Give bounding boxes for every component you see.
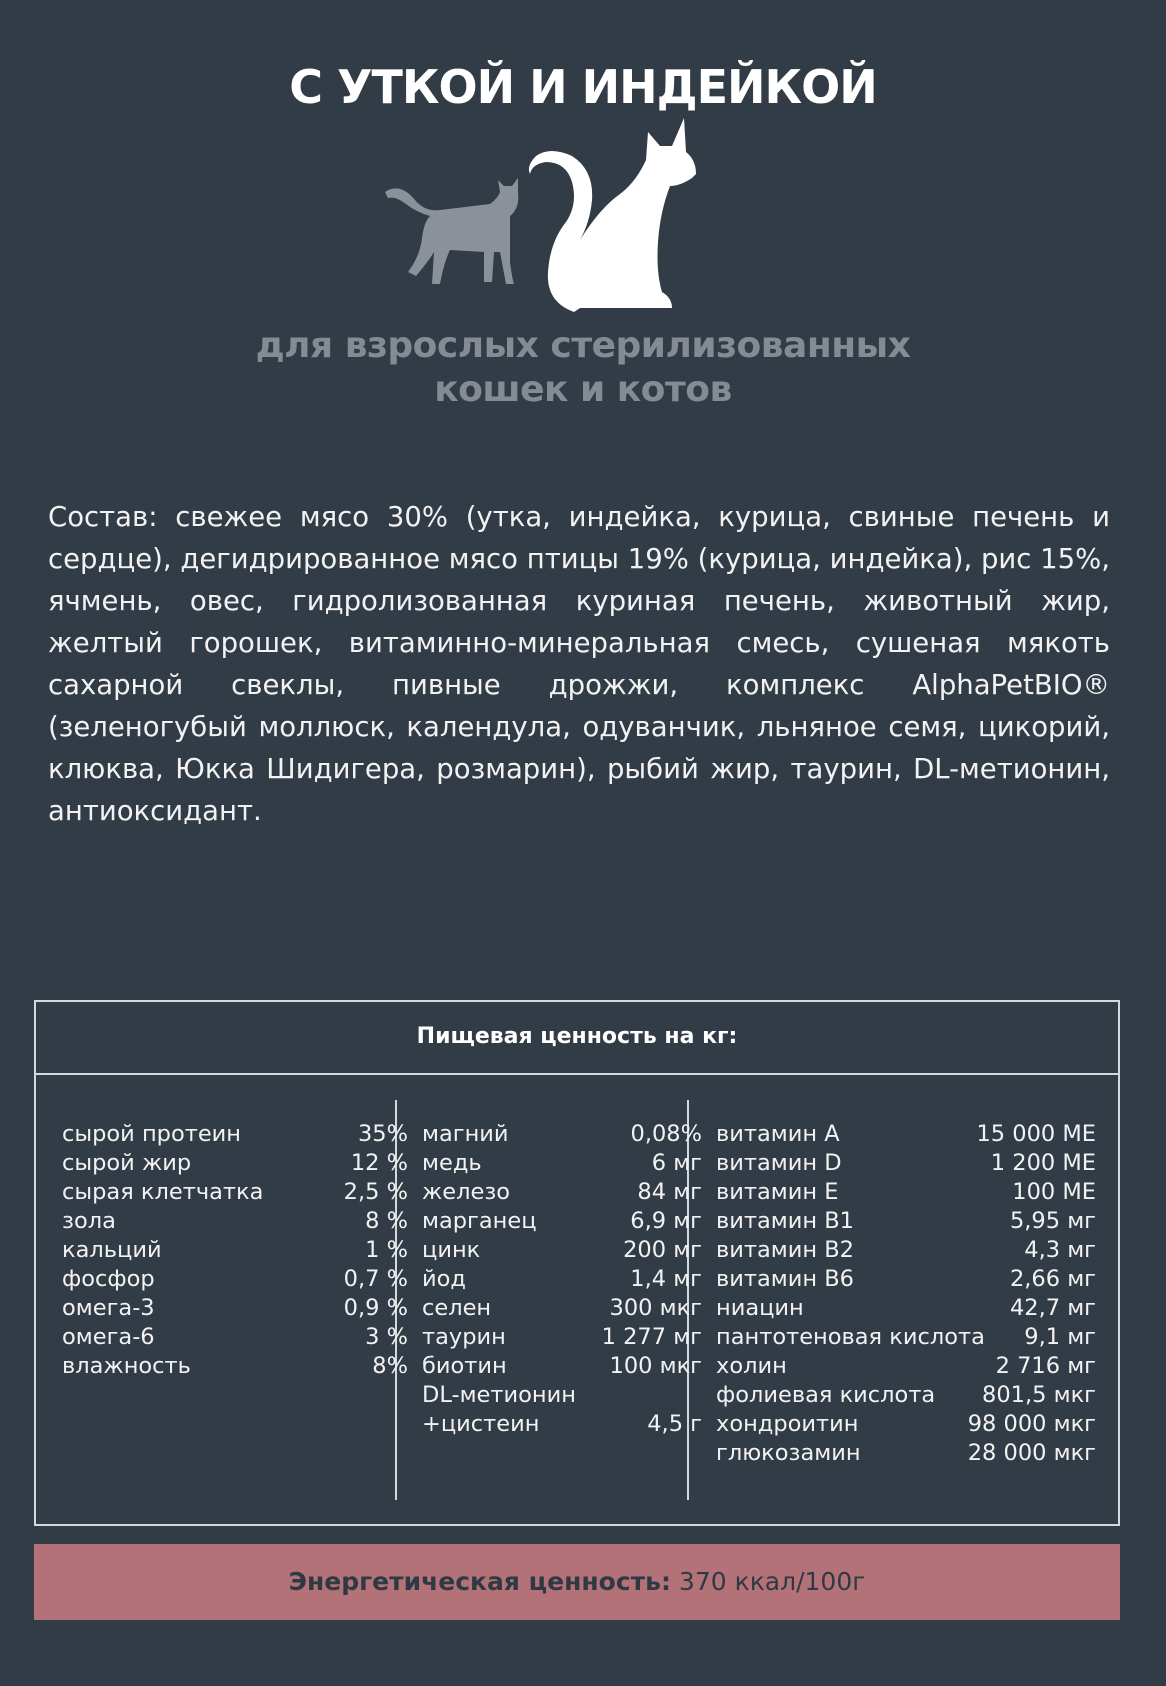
nutrient-row: [62, 1323, 408, 1352]
nutrient-value: 801,5 мкг: [982, 1382, 1096, 1408]
nutrient-value: 100 мкг: [609, 1353, 702, 1379]
nutrient-name: селен: [422, 1295, 492, 1321]
nutrient-row: [62, 1352, 408, 1381]
nutrient-name: магний: [422, 1121, 509, 1147]
composition-text: Состав: свежее мясо 30% (утка, индейка, курица, свиные печень и сердце), дегидрированное мясо птицы 19% (курица, индейка), рис 15%, ячмень, овес, гидролизованная куриная печень, животный жир, желтый горошек, витаминно-минеральная смесь, сушеная мякоть сахарной свеклы, пивные дрожжи, комплекс AlphaPetBIO® (зеленогубый моллюск, календула, одуванчик, льняное семя, цикорий, клюква, Юкка Шидигера, розмарин), рыбий жир, таурин, DL-метионин, антиоксидант.: [48, 501, 1110, 827]
nutrient-name: витамин Е: [716, 1179, 839, 1205]
nutrition-column-3: [716, 1120, 1096, 1468]
nutrient-value: 8%: [372, 1353, 408, 1379]
target-audience: [0, 324, 1166, 412]
nutrient-name: DL-метионин: [422, 1382, 576, 1408]
nutrient-name: медь: [422, 1150, 482, 1176]
nutrient-name: витамин В2: [716, 1237, 854, 1263]
nutrient-row: [716, 1207, 1096, 1236]
nutrient-row: [422, 1352, 702, 1381]
nutrient-value: 12 %: [350, 1150, 408, 1176]
nutrient-row: [716, 1265, 1096, 1294]
nutrient-name: йод: [422, 1266, 466, 1292]
nutrient-value: 1 %: [365, 1237, 408, 1263]
nutrient-value: 200 мг: [623, 1237, 702, 1263]
nutrient-name: глюкозамин: [716, 1440, 861, 1466]
nutrient-row: [716, 1323, 1096, 1352]
nutrient-name: витамин В6: [716, 1266, 854, 1292]
nutrient-row: [422, 1381, 702, 1410]
nutrition-column-1: [62, 1120, 408, 1381]
nutrient-name: пантотеновая кислота: [716, 1324, 985, 1350]
nutrient-name: железо: [422, 1179, 511, 1205]
nutrient-name: влажность: [62, 1353, 191, 1379]
nutrient-name: цинк: [422, 1237, 481, 1263]
nutrient-name: марганец: [422, 1208, 537, 1234]
nutrient-name: ниацин: [716, 1295, 804, 1321]
energy-value-bar: [34, 1544, 1120, 1620]
page-title: С УТКОЙ И ИНДЕЙКОЙ: [289, 60, 877, 114]
nutrient-value: 15 000 МЕ: [976, 1121, 1096, 1147]
nutrient-row: [716, 1381, 1096, 1410]
nutrient-value: 28 000 мкг: [967, 1440, 1096, 1466]
nutrient-row: [62, 1120, 408, 1149]
nutrient-row: [422, 1120, 702, 1149]
nutrient-row: [62, 1294, 408, 1323]
nutrient-name: фосфор: [62, 1266, 155, 1292]
nutrient-row: [62, 1178, 408, 1207]
nutrient-row: [422, 1207, 702, 1236]
cat-silhouette-icon: [529, 118, 696, 312]
nutrient-value: 84 мг: [637, 1179, 702, 1205]
nutrient-name: сырой протеин: [62, 1121, 242, 1147]
subtitle-line-2: кошек и котов: [434, 369, 732, 410]
energy-label: Энергетическая ценность:: [288, 1567, 671, 1596]
nutrient-row: [716, 1294, 1096, 1323]
nutrient-name: омега-3: [62, 1295, 155, 1321]
nutrient-row: [62, 1207, 408, 1236]
nutrient-name: витамин D: [716, 1150, 842, 1176]
nutrient-value: 4,5 г: [647, 1411, 702, 1437]
nutrient-row: [422, 1178, 702, 1207]
nutrient-value: 1 200 МЕ: [990, 1150, 1096, 1176]
nutrient-value: 0,9 %: [343, 1295, 408, 1321]
nutrient-row: [716, 1236, 1096, 1265]
nutrient-value: 2,5 %: [343, 1179, 408, 1205]
nutrient-name: сырой жир: [62, 1150, 192, 1176]
nutrient-value: 98 000 мкг: [967, 1411, 1096, 1437]
nutrient-row: [716, 1439, 1096, 1468]
nutrition-column-2: [422, 1120, 702, 1439]
nutrient-row: [716, 1120, 1096, 1149]
nutrient-name: сырая клетчатка: [62, 1179, 264, 1205]
nutrient-row: [422, 1236, 702, 1265]
nutrient-value: 1 277 мг: [601, 1324, 702, 1350]
nutrient-name: хондроитин: [716, 1411, 859, 1437]
nutrient-row: [716, 1410, 1096, 1439]
nutrient-value: 6 мг: [651, 1150, 702, 1176]
nutrition-title: Пищевая ценность на кг:: [36, 1002, 1118, 1075]
nutrient-row: [716, 1178, 1096, 1207]
nutrient-name: холин: [716, 1353, 787, 1379]
nutrient-name: кальций: [62, 1237, 162, 1263]
nutrient-row: [422, 1265, 702, 1294]
nutrient-value: 0,7 %: [343, 1266, 408, 1292]
nutrient-name: витамин А: [716, 1121, 840, 1147]
nutrient-name: зола: [62, 1208, 116, 1234]
cat-illustration: [380, 112, 760, 312]
nutrient-value: 8 %: [365, 1208, 408, 1234]
nutrient-value: 1,4 мг: [630, 1266, 702, 1292]
nutrient-name: биотин: [422, 1353, 507, 1379]
nutrient-name: фолиевая кислота: [716, 1382, 936, 1408]
nutrient-value: 6,9 мг: [630, 1208, 702, 1234]
nutrient-value: 42,7 мг: [1009, 1295, 1096, 1321]
nutrient-value: 9,1 мг: [1024, 1324, 1096, 1350]
nutrient-value: 100 МЕ: [1012, 1179, 1096, 1205]
nutrient-value: 2,66 мг: [1009, 1266, 1096, 1292]
nutrient-name: таурин: [422, 1324, 506, 1350]
subtitle-line-1: для взрослых стерилизованных: [255, 325, 911, 366]
nutrient-value: 2 716 мг: [995, 1353, 1096, 1379]
nutrient-row: [422, 1410, 702, 1439]
nutrient-name: омега-6: [62, 1324, 155, 1350]
nutrient-row: [62, 1265, 408, 1294]
nutrient-value: 35%: [357, 1121, 408, 1147]
nutrient-value: 4,3 мг: [1024, 1237, 1096, 1263]
nutrient-value: 5,95 мг: [1009, 1208, 1096, 1234]
nutrient-row: [716, 1352, 1096, 1381]
nutrient-name: +цистеин: [422, 1411, 540, 1437]
nutrient-row: [422, 1294, 702, 1323]
nutrition-table: [34, 1000, 1120, 1526]
kitten-silhouette-icon: [385, 178, 518, 284]
nutrient-value: 3 %: [365, 1324, 408, 1350]
nutrient-row: [62, 1236, 408, 1265]
energy-value: 370 ккал/100г: [670, 1567, 866, 1596]
nutrient-row: [716, 1149, 1096, 1178]
nutrient-name: витамин В1: [716, 1208, 854, 1234]
nutrient-row: [422, 1323, 702, 1352]
nutrient-value: 300 мкг: [609, 1295, 702, 1321]
nutrient-value: 0,08%: [630, 1121, 702, 1147]
nutrient-row: [422, 1149, 702, 1178]
nutrient-row: [62, 1149, 408, 1178]
